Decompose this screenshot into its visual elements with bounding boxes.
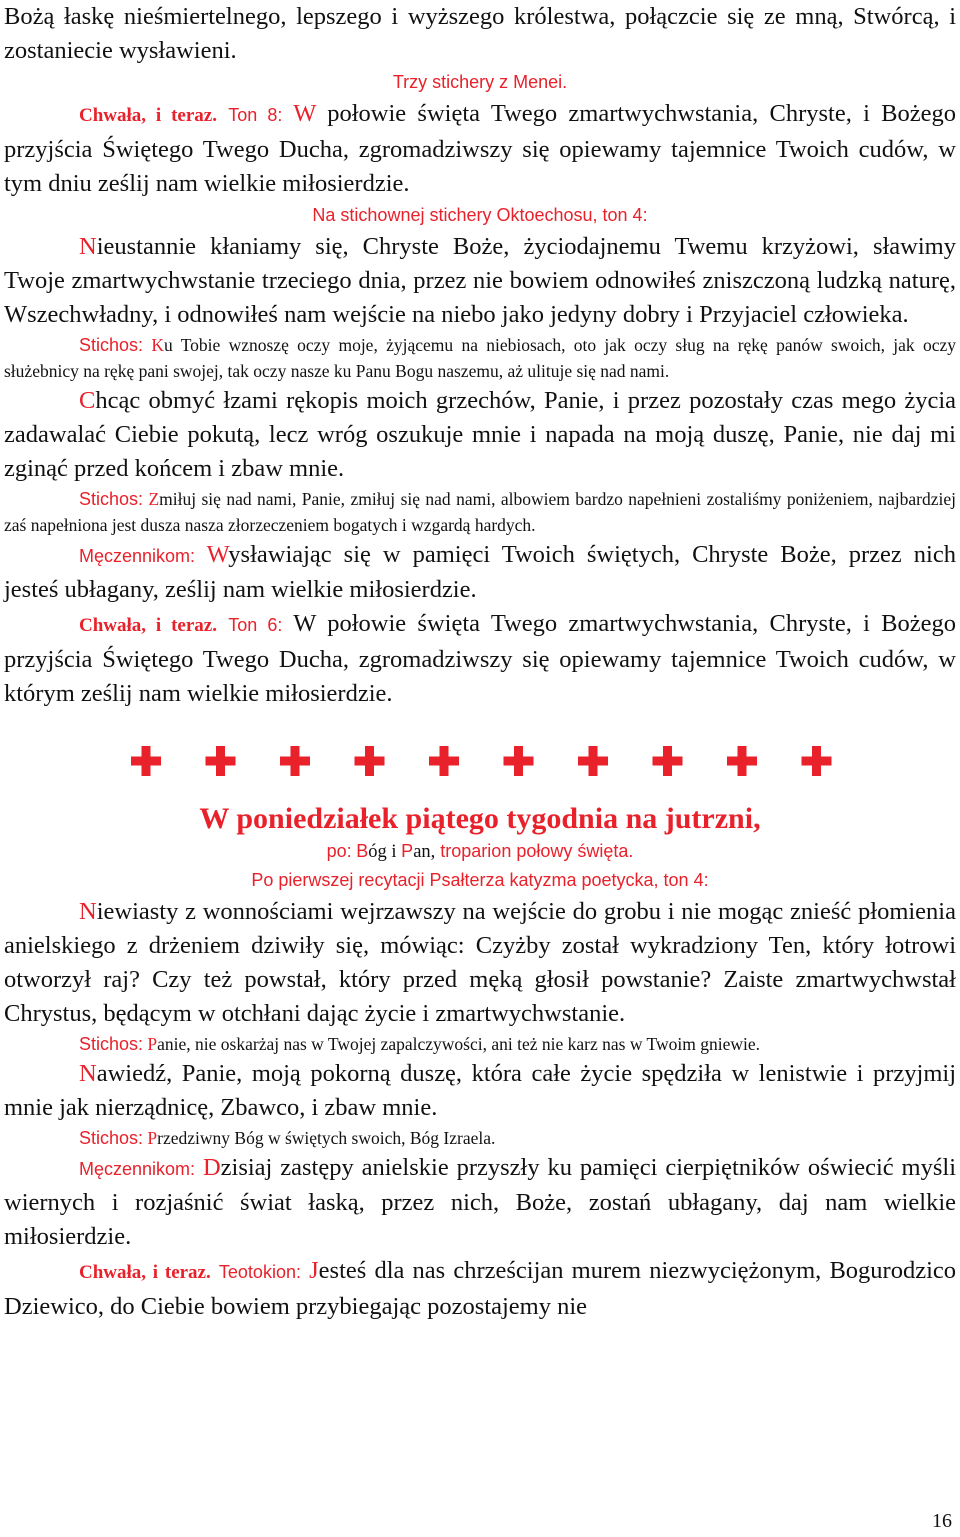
rubric-oktoechos: Na stichownej stichery Oktoechosu, ton 4: xyxy=(312,205,648,225)
cross-icon xyxy=(653,746,683,776)
cross-icon xyxy=(429,746,459,776)
page-number: 16 xyxy=(932,1510,952,1532)
section-heading: W poniedziałek piątego tygodnia na jutrzni, xyxy=(199,802,761,835)
stichos-3: Stichos: Panie, nie oskarżaj nas w Twojej zapalczywości, ani też nie karz nas w Twoim gniewie. xyxy=(79,1034,761,1054)
rubric-kathisma: Po pierwszej recytacji Psałterza katyzma poetycka, ton 4: xyxy=(251,870,709,890)
cross-icon xyxy=(578,746,608,776)
paragraph-7: Niewiasty z wonnościami wejrzawszy na wejście do grobu i nie mogąc znieść płomienia anielskiego z drżeniem dziwiły się, mówiąc: Czyżby został wykradziony Ten, który łotrowi otworzył raj? Czy też powstał, który przed męką głosił powstanie? Zaiste zmartwychwstał Chrystus, będącym w otchłani dając życie i zmartwychwstanie. xyxy=(4,898,956,1027)
paragraph-5: Męczennikom: Wysławiając się w pamięci Twoich świętych, Chryste Boże, przez nich jesteś ubłagany, ześlij nam wielkie miłosierdzie. xyxy=(4,541,956,603)
paragraph-2: Chwała, i teraz. Ton 8: W połowie święta Twego zmartwychwstania, Chryste, i Bożego przyjścia Świętego Twego Ducha, zgromadziwszy się opiewamy tajemnice Twoich cudów, w tym dniu ześlij nam wielkie miłosierdzie. xyxy=(4,100,956,197)
paragraph-9: Męczennikom: Dzisiaj zastępy anielskie przyszły ku pamięci cierpiętników oświecić myśli wiernych i rozjaśnić świat łaską, przez nich, Boże, zostań ubłagany, daj nam wielkie miłosierdzie. xyxy=(4,1154,956,1250)
cross-icon xyxy=(131,746,161,776)
stichos-1: Stichos: Ku Tobie wznoszę oczy moje, żyjącemu na niebiosach, oto jak oczy sług na rękę panów swoich, jak oczy służebnicy na rękę pani swojej, tak oczy nasze ku Panu Bogu naszemu, aż ulituje się nad nami. xyxy=(4,335,956,381)
paragraph-1: Bożą łaskę nieśmiertelnego, lepszego i wyższego królestwa, połączcie się ze mną, Stwórcą, i zostaniecie wysławieni. xyxy=(4,3,956,64)
paragraph-8: Nawiedź, Panie, moją pokorną duszę, która całe życie spędziła w lenistwie i przyjmij mnie jak nierządnicę, Zbawco, i zbaw mnie. xyxy=(4,1060,956,1121)
cross-icon xyxy=(355,746,385,776)
paragraph-4: Chcąc obmyć łzami rękopis moich grzechów, Panie, i przez pozostały czas mego życia zadawalać Ciebie pokutą, lecz wróg oszukuje mnie i napada na moją duszę, Panie, nie daj mi zginąć przed końcem i zbaw mnie. xyxy=(4,387,956,482)
cross-icon xyxy=(504,746,534,776)
cross-icon xyxy=(280,746,310,776)
cross-icon xyxy=(802,746,832,776)
cross-icon xyxy=(727,746,757,776)
document-page xyxy=(4,0,956,1324)
stichos-4: Stichos: Przedziwny Bóg w świętych swoich, Bóg Izraela. xyxy=(79,1128,496,1148)
cross-icon xyxy=(206,746,236,776)
cross-divider xyxy=(4,733,956,793)
stichos-2: Stichos: Zmiłuj się nad nami, Panie, zmiłuj się nad nami, albowiem bardzo napełnieni zostaliśmy poniżeniem, najbardziej zaś napełniona jest dusza nasza złorzeczeniem bogatych i wzgardą hardych. xyxy=(4,489,956,535)
paragraph-6: Chwała, i teraz. Ton 6: W połowie święta Twego zmartwychwstania, Chryste, i Bożego przyjścia Świętego Twego Ducha, zgromadziwszy się opiewamy tajemnice Twoich cudów, w którym ześlij nam wielkie miłosierdzie. xyxy=(4,610,956,707)
subheading: po: Bóg i Pan, troparion połowy święta. xyxy=(326,841,634,862)
crosses-svg xyxy=(4,733,956,793)
paragraph-3: Nieustannie kłaniamy się, Chryste Boże, życiodajnemu Twemu krzyżowi, sławimy Twoje zmartwychwstanie trzeciego dnia, przez nie bowiem odnowiłeś zniszczoną ludzką naturę, Wszechwładny, i odnowiłeś nam wejście na niebo jako jedyny dobry i Przyjaciel człowieka. xyxy=(4,233,956,328)
rubric-menaion: Trzy stichery z Menei. xyxy=(392,72,568,92)
paragraph-10: Chwała, i teraz. Teotokion: Jesteś dla nas chrześcijan murem niezwyciężonym, Bogurodzico Dziewico, do Ciebie bowiem przybiegając pozostajemy nie xyxy=(4,1257,957,1320)
